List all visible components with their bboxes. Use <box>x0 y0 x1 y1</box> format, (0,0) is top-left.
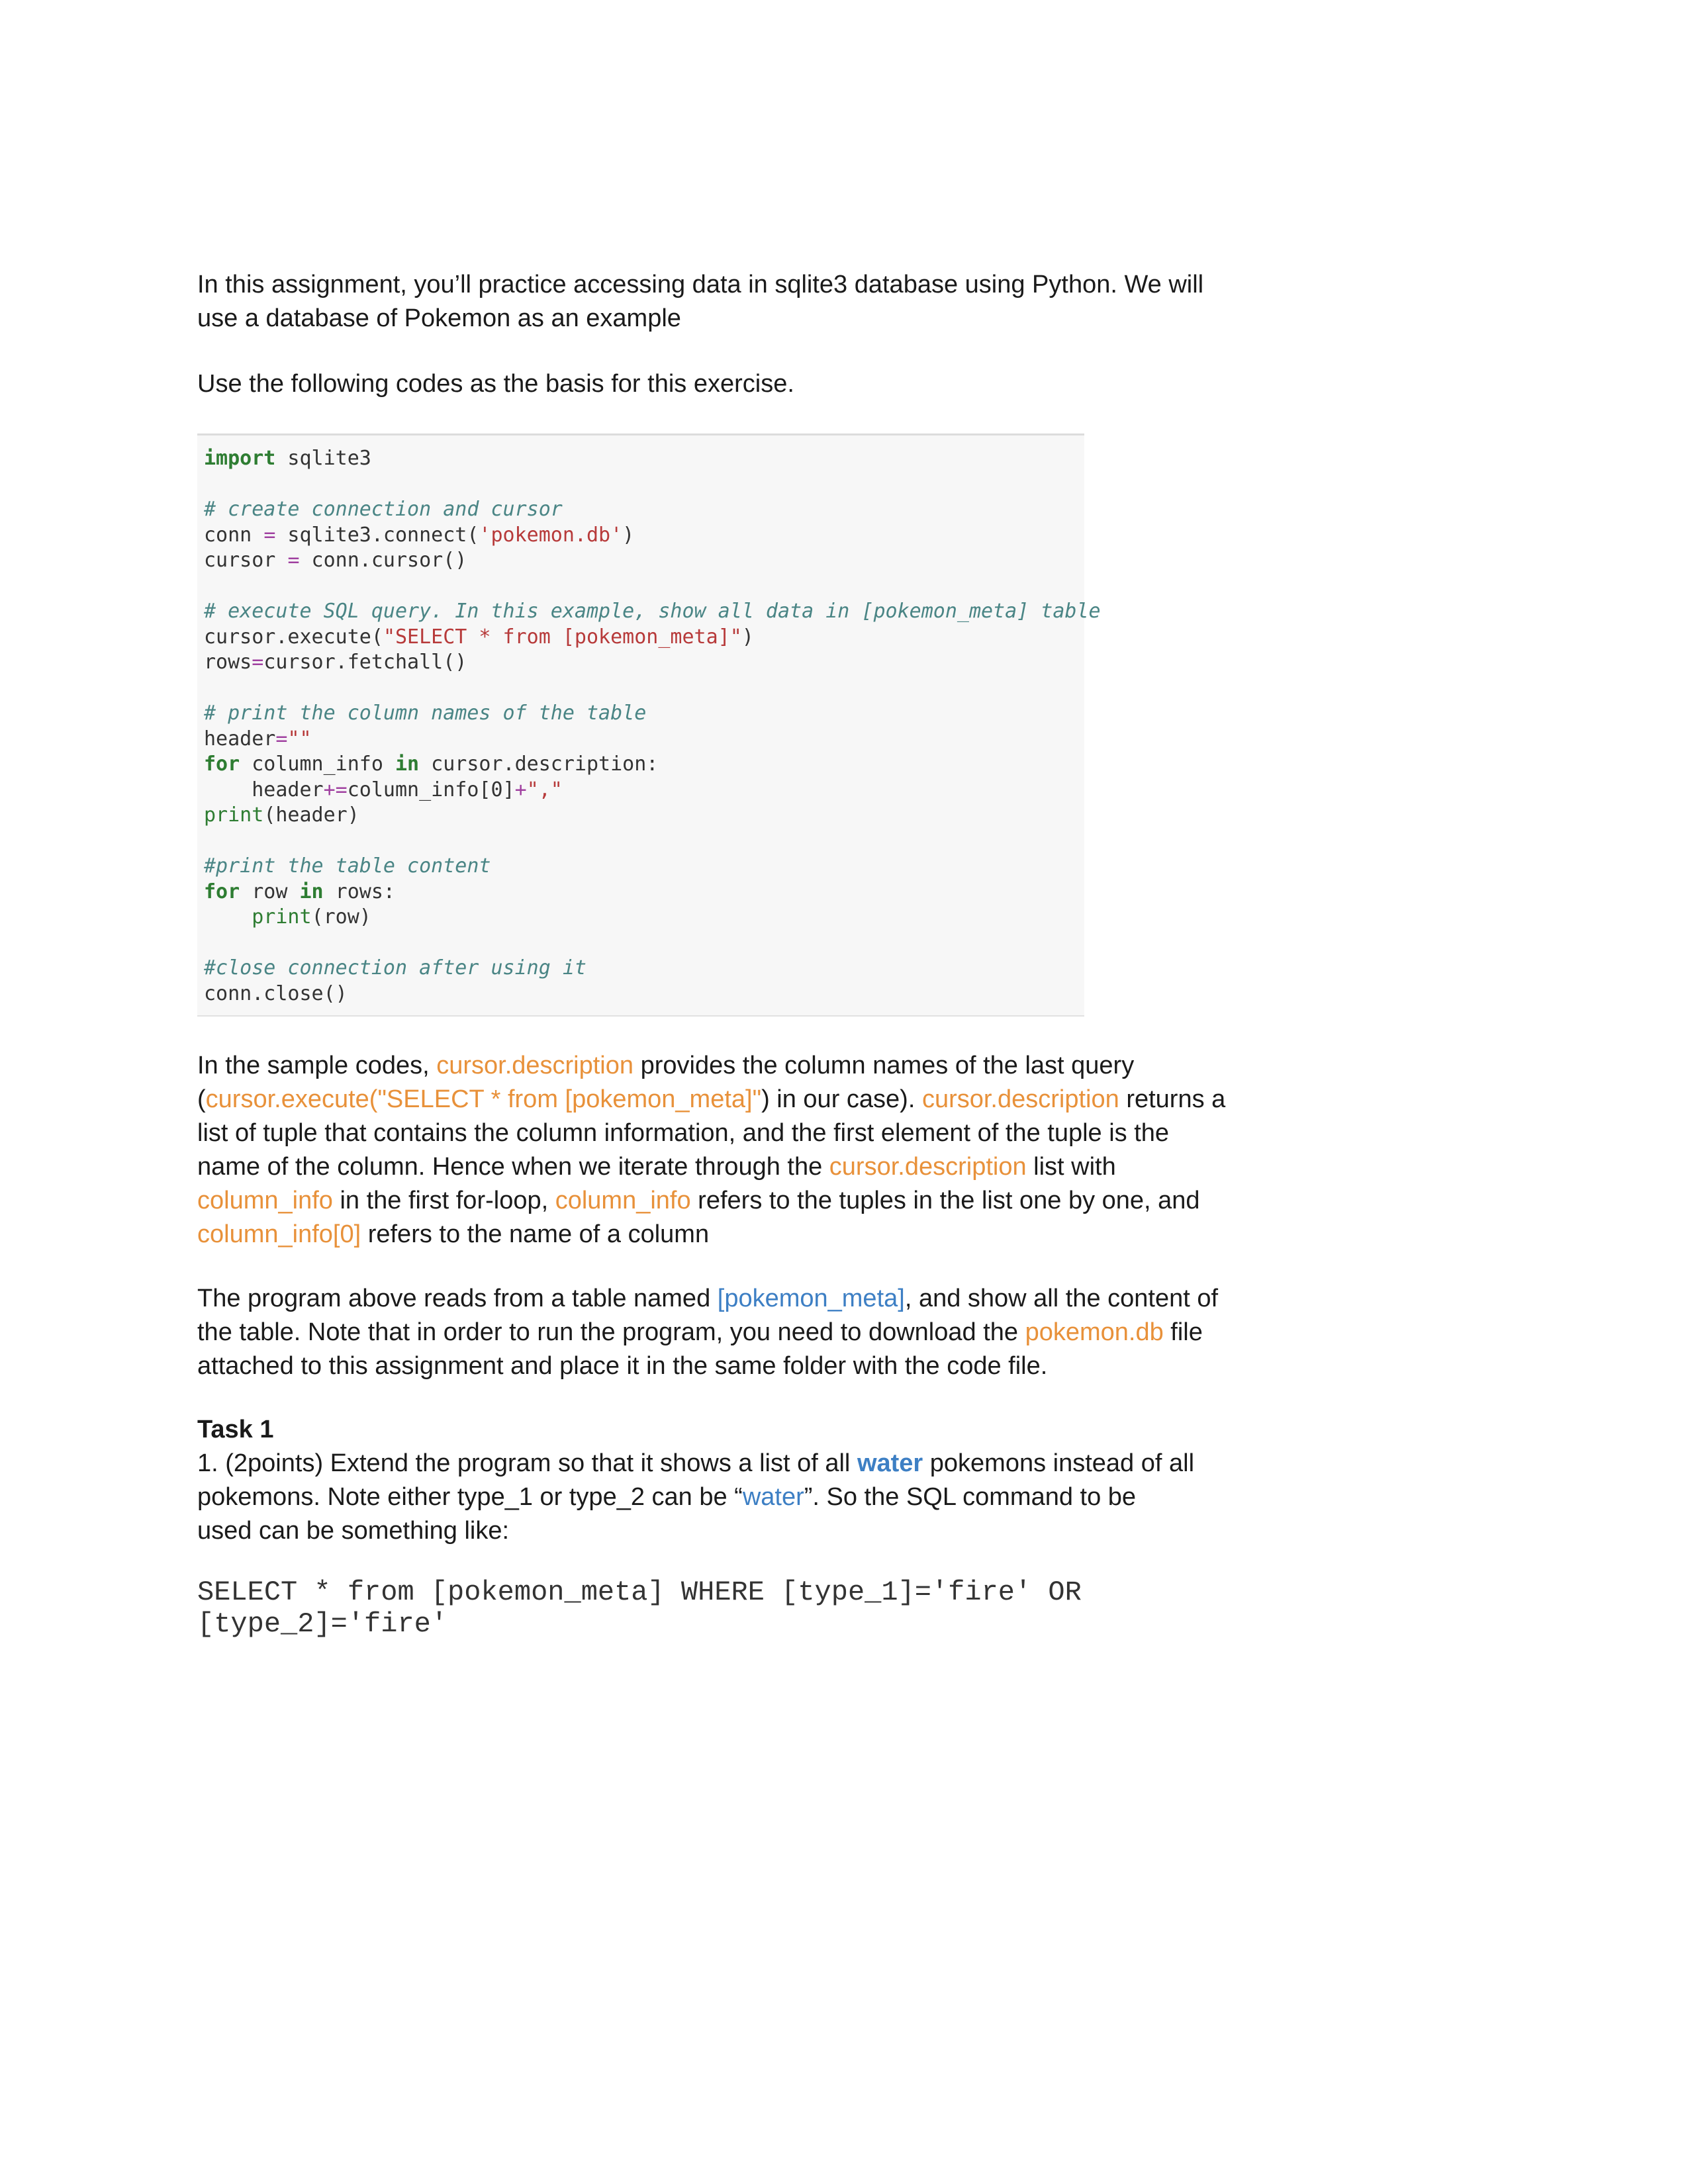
text-segment: list with <box>1026 1153 1116 1181</box>
text-segment: += <box>323 778 348 801</box>
code-line <box>204 497 1101 523</box>
explanation-line <box>197 1184 1256 1218</box>
text-segment: column_info <box>240 752 395 776</box>
text-segment: import <box>204 447 276 470</box>
text-segment: In the sample codes, <box>197 1052 437 1079</box>
text-segment: rows <box>204 651 252 674</box>
text-segment: # execute SQL query. In this example, show all data in [pokemon_meta] table <box>204 600 1101 623</box>
explanation-line <box>197 1083 1256 1116</box>
text-segment: ) <box>741 625 754 649</box>
text-segment: in the first for-loop, <box>332 1187 555 1214</box>
code-line <box>204 548 1101 574</box>
task-title: Task 1 <box>197 1416 274 1443</box>
text-segment: + <box>514 778 527 801</box>
code-line <box>204 803 1101 829</box>
code-reference: cursor.execute("SELECT * from [pokemon_meta]" <box>205 1085 762 1113</box>
file-reference: pokemon.db <box>1025 1318 1164 1346</box>
text-segment: (header) <box>263 803 359 827</box>
code-reference: column_info <box>555 1187 691 1214</box>
text-segment: cursor <box>204 549 288 572</box>
keyword-water: water <box>742 1483 804 1511</box>
program-paragraph <box>197 1282 1256 1383</box>
text-segment: file <box>1163 1318 1203 1346</box>
text-segment: The program above reads from a table named <box>197 1285 718 1312</box>
text-segment: header <box>204 727 276 751</box>
code-line <box>204 778 1101 803</box>
program-line <box>197 1282 1256 1316</box>
text-segment: sqlite3.connect( <box>275 523 479 547</box>
text-segment: # print the column names of the table <box>204 702 647 725</box>
text-segment: ( <box>197 1085 206 1113</box>
code-line <box>204 905 1101 931</box>
code-line <box>204 472 1101 498</box>
text-segment: = <box>252 651 264 674</box>
text-segment: pokemons instead of all <box>923 1449 1195 1477</box>
text-segment: "" <box>287 727 312 751</box>
code-reference: column_info <box>197 1187 333 1214</box>
code-line <box>204 752 1101 778</box>
text-segment: = <box>287 549 300 572</box>
text-segment: the table. Note that in order to run the program, you need to download the <box>197 1318 1025 1346</box>
code-block <box>197 433 1101 1017</box>
sql-line: SELECT * from [pokemon_meta] WHERE [type_1]='fire' OR <box>197 1576 1082 1608</box>
text-segment: #close connection after using it <box>204 956 586 979</box>
code-reference: column_info[0] <box>197 1220 361 1248</box>
intro-paragraph <box>197 268 1256 336</box>
code-line <box>204 854 1101 880</box>
text-segment: # create connection and cursor <box>204 498 563 521</box>
instruction-line: Use the following codes as the basis for this exercise. <box>197 370 794 398</box>
text-segment: "SELECT * from [pokemon_meta]" <box>383 625 742 649</box>
text-segment: conn.close() <box>204 981 348 1005</box>
text-segment: = <box>263 523 276 547</box>
python-code <box>204 446 1101 1007</box>
explanation-paragraph <box>197 1049 1256 1251</box>
text-segment: column_info[0] <box>347 778 515 801</box>
program-line <box>197 1316 1256 1349</box>
explanation-line <box>197 1150 1256 1184</box>
text-segment: cursor.description: <box>419 752 659 776</box>
code-line <box>204 650 1101 676</box>
text-segment: "," <box>526 778 563 801</box>
table-name-reference: [pokemon_meta] <box>717 1285 905 1312</box>
text-segment: ”. So the SQL command to be <box>804 1483 1137 1511</box>
text-segment: conn.cursor() <box>299 549 467 572</box>
code-line <box>204 727 1101 752</box>
code-line <box>204 956 1101 981</box>
text-segment: print <box>252 905 312 929</box>
task-line <box>197 1447 1256 1480</box>
explanation-line <box>197 1049 1256 1083</box>
text-segment: (row) <box>311 905 371 929</box>
text-segment: for <box>204 880 240 903</box>
code-line <box>204 701 1101 727</box>
text-segment: 'pokemon.db' <box>479 523 623 547</box>
code-line <box>204 523 1101 549</box>
text-segment: in <box>395 752 420 776</box>
text-segment: cursor.fetchall() <box>263 651 467 674</box>
text-segment: provides the column names of the last query <box>633 1052 1135 1079</box>
text-segment: in <box>299 880 324 903</box>
code-line <box>204 829 1101 854</box>
code-line <box>204 574 1101 600</box>
text-segment: = <box>275 727 288 751</box>
task1-section <box>197 1413 1256 1548</box>
code-reference: cursor.description <box>829 1153 1027 1181</box>
code-reference: cursor.description <box>436 1052 634 1079</box>
text-segment: header <box>204 778 324 801</box>
text-segment: print <box>204 803 264 827</box>
text-segment: sqlite3 <box>275 447 371 470</box>
sql-example <box>197 1576 1082 1640</box>
text-segment: for <box>204 752 240 776</box>
program-line: attached to this assignment and place it in the same folder with the code file. <box>197 1352 1048 1380</box>
text-segment: ) <box>622 523 635 547</box>
keyword-water: water <box>857 1449 923 1477</box>
intro-line: In this assignment, you’ll practice accessing data in sqlite3 database using Python. We will <box>197 271 1204 298</box>
explanation-line: list of tuple that contains the column information, and the first element of the tuple is the <box>197 1119 1170 1147</box>
explanation-line <box>197 1218 1256 1251</box>
text-segment: refers to the name of a column <box>361 1220 710 1248</box>
code-line <box>204 880 1101 905</box>
intro-line: use a database of Pokemon as an example <box>197 304 681 332</box>
text-segment: ) in our case). <box>761 1085 922 1113</box>
code-line <box>204 676 1101 702</box>
code-line <box>204 981 1101 1007</box>
text-segment: refers to the tuples in the list one by one, and <box>690 1187 1200 1214</box>
text-segment: row <box>240 880 300 903</box>
text-segment: 1. (2points) Extend the program so that it shows a list of all <box>197 1449 857 1477</box>
instruction-paragraph <box>197 367 1256 401</box>
text-segment: pokemons. Note either type_1 or type_2 can be “ <box>197 1483 743 1511</box>
text-segment: returns a <box>1119 1085 1226 1113</box>
code-reference: cursor.description <box>921 1085 1119 1113</box>
task-line: used can be something like: <box>197 1517 510 1545</box>
text-segment <box>204 905 252 929</box>
text-segment: , and show all the content of <box>904 1285 1219 1312</box>
text-segment: name of the column. Hence when we iterate through the <box>197 1153 829 1181</box>
code-line <box>204 931 1101 956</box>
code-line <box>204 599 1101 625</box>
text-segment: conn <box>204 523 264 547</box>
task-line <box>197 1480 1256 1514</box>
text-segment: cursor.execute( <box>204 625 383 649</box>
text-segment: #print the table content <box>204 854 491 878</box>
sql-line: [type_2]='fire' <box>197 1608 448 1640</box>
code-line <box>204 625 1101 651</box>
code-line <box>204 446 1101 472</box>
text-segment: rows: <box>323 880 395 903</box>
